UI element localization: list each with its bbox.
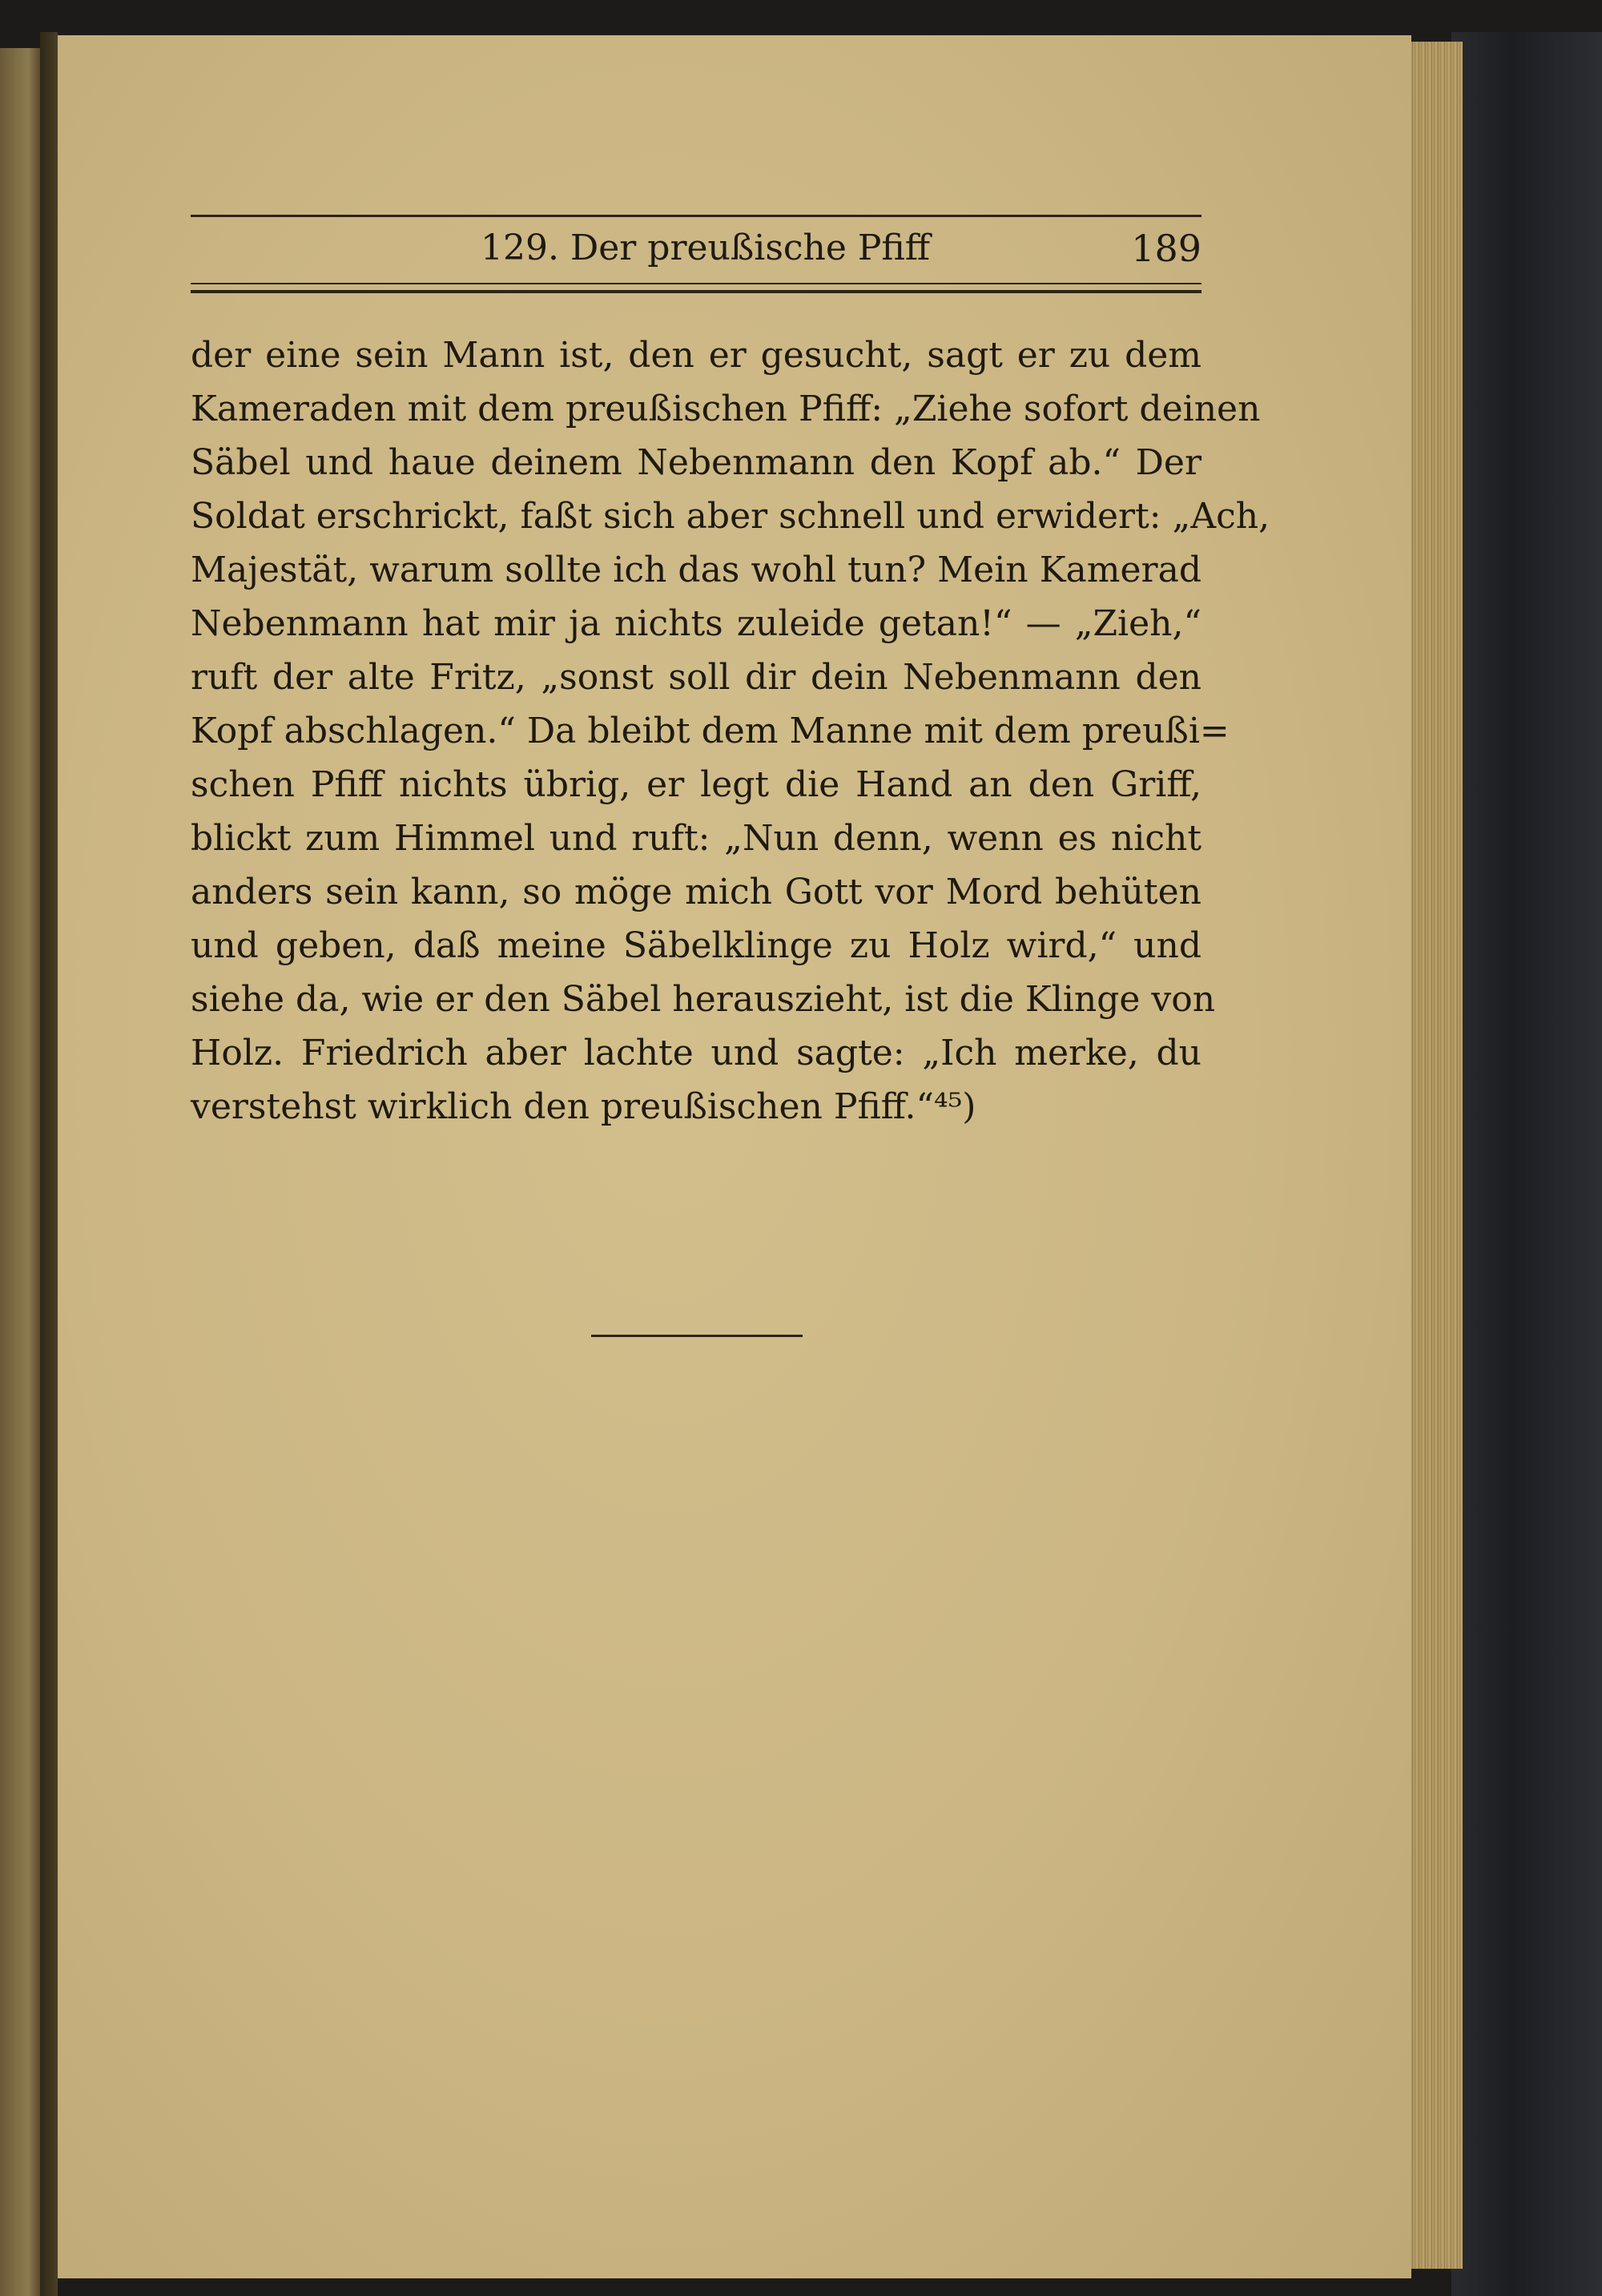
text-line: Soldat erschrickt, faßt sich aber schnell und erwidert: „Ach,	[191, 496, 1270, 537]
text-line: blickt zum Himmel und ruft: „Nun denn, wenn es nicht	[191, 818, 1202, 859]
text-line: und geben, daß meine Säbelklinge zu Holz wird,“ und	[191, 925, 1202, 966]
previous-page-edge	[0, 48, 40, 2296]
text-line: Säbel und haue deinem Nebenmann den Kopf ab.“ Der	[191, 442, 1202, 483]
header-rule-bottom-thin	[191, 283, 1202, 284]
text-line: verstehst wirklich den preußischen Pfiff.“⁴⁵)	[191, 1086, 976, 1127]
book-gutter	[40, 32, 58, 2296]
text-line: Kopf abschlagen.“ Da bleibt dem Manne mit dem preußi=	[191, 711, 1230, 751]
text-line: Holz. Friedrich aber lachte und sagte: „Ich merke, du	[191, 1033, 1202, 1073]
text-line: Majestät, warum sollte ich das wohl tun? Mein Kamerad	[191, 550, 1202, 590]
page-block-edges	[1407, 42, 1463, 2269]
text-line: siehe da, wie er den Säbel herauszieht, ist die Klinge von	[191, 979, 1216, 1020]
text-line: der eine sein Mann ist, den er gesucht, sagt er zu dem	[191, 335, 1202, 376]
book-cover	[1451, 32, 1602, 2296]
text-line: schen Pfiff nichts übrig, er legt die Hand an den Griff,	[191, 764, 1202, 805]
text-line: Kameraden mit dem preußischen Pfiff: „Ziehe sofort deinen	[191, 389, 1261, 429]
page-number: 189	[1131, 227, 1202, 270]
header-rule-bottom-thick	[191, 290, 1202, 293]
text-line: Nebenmann hat mir ja nichts zuleide getan!“ — „Zieh,“	[191, 603, 1202, 644]
running-header: 129. Der preußische Pfiff	[481, 228, 931, 268]
body-text	[191, 328, 1270, 1134]
section-end-rule	[591, 1335, 803, 1337]
header-rule-top	[191, 215, 1202, 217]
text-line: ruft der alte Fritz, „sonst soll dir dein Nebenmann den	[191, 657, 1202, 698]
text-line: anders sein kann, so möge mich Gott vor Mord behüten	[191, 872, 1202, 912]
